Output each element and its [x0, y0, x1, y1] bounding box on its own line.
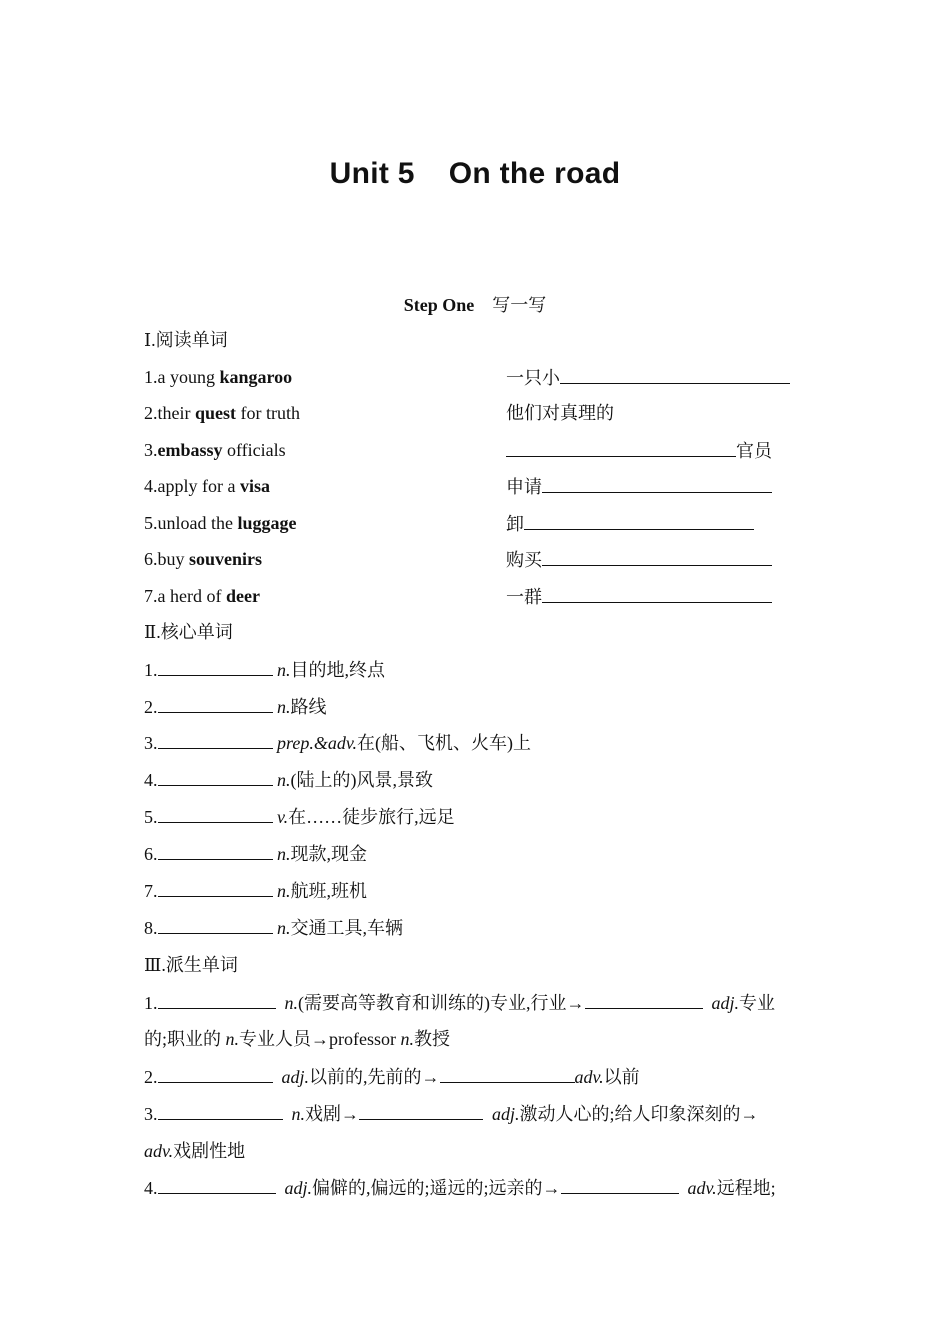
- s1-item-7-cn: 一群: [506, 584, 772, 609]
- s2-item-3: 3. prep.&adv.在(船、飞机、火车)上: [144, 730, 531, 755]
- section1-heading: Ⅰ.阅读单词: [144, 330, 228, 350]
- s1-item-1-cn: 一只小: [506, 365, 790, 390]
- s2-item-6: 6. n.现款,现金: [144, 841, 367, 866]
- answer-blank[interactable]: [158, 878, 273, 897]
- answer-blank[interactable]: [561, 1175, 679, 1194]
- answer-blank[interactable]: [524, 511, 754, 530]
- unit-label: Unit 5: [329, 157, 415, 190]
- s2-item-2: 2. n.路线: [144, 694, 327, 719]
- s1-item-2: 2.their quest for truth: [144, 403, 300, 423]
- answer-blank[interactable]: [158, 915, 273, 934]
- section2-heading: Ⅱ.核心单词: [144, 622, 233, 642]
- s1-item-6: 6.buy souvenirs: [144, 549, 263, 569]
- s3-item-3-cont: adv.戏剧性地: [144, 1141, 246, 1161]
- answer-blank[interactable]: [585, 990, 703, 1009]
- step-cn: 写一写: [492, 295, 547, 315]
- s1-item-5: 5.unload the luggage: [144, 513, 297, 533]
- answer-blank[interactable]: [158, 730, 273, 749]
- answer-blank[interactable]: [560, 365, 790, 384]
- answer-blank[interactable]: [158, 767, 273, 786]
- page-title: [0, 157, 950, 191]
- s1-item-4-cn: 申请: [506, 474, 772, 499]
- s3-item-2: 2. adj.以前的,先前的→ adv.以前: [144, 1064, 640, 1089]
- s2-item-1: 1. n.目的地,终点: [144, 657, 385, 682]
- s1-item-5-cn: 卸: [506, 511, 754, 536]
- answer-blank[interactable]: [542, 547, 772, 566]
- s1-item-3-cn: 官员: [506, 438, 772, 463]
- s2-item-7: 7. n.航班,班机: [144, 878, 367, 903]
- answer-blank[interactable]: [158, 1175, 276, 1194]
- s1-item-7: 7.a herd of deer: [144, 586, 260, 606]
- answer-blank[interactable]: [542, 584, 772, 603]
- section3-heading: Ⅲ.派生单词: [144, 955, 238, 975]
- step-heading: [0, 291, 950, 317]
- s1-item-6-cn: 购买: [506, 547, 772, 572]
- s2-item-8: 8. n.交通工具,车辆: [144, 915, 403, 940]
- s3-item-3: 3. n.戏剧→ adj.激动人心的;给人印象深刻的→: [144, 1101, 759, 1126]
- answer-blank[interactable]: [158, 694, 273, 713]
- answer-blank[interactable]: [359, 1101, 483, 1120]
- answer-blank[interactable]: [158, 841, 273, 860]
- answer-blank[interactable]: [158, 990, 276, 1009]
- s1-item-2-cn: 他们对真理的: [506, 403, 614, 423]
- s3-item-4: 4. adj.偏僻的,偏远的;遥远的;远亲的→ adv.远程地;: [144, 1175, 776, 1200]
- answer-blank[interactable]: [158, 657, 273, 676]
- answer-blank[interactable]: [542, 474, 772, 493]
- s1-item-4: 4.apply for a visa: [144, 476, 270, 496]
- s3-item-1: 1. n.(需要高等教育和训练的)专业,行业→ adj.专业: [144, 990, 775, 1015]
- s2-item-4: 4. n.(陆上的)风景,景致: [144, 767, 433, 792]
- answer-blank[interactable]: [440, 1064, 575, 1083]
- answer-blank[interactable]: [158, 1064, 273, 1083]
- s3-item-1-cont: 的;职业的 n.专业人员→professor n.教授: [144, 1029, 450, 1049]
- answer-blank[interactable]: [158, 1101, 283, 1120]
- answer-blank[interactable]: [506, 438, 736, 457]
- s2-item-5: 5. v.在……徒步旅行,远足: [144, 804, 455, 829]
- s1-item-1: 1.a young kangaroo: [144, 367, 293, 387]
- unit-name: On the road: [448, 157, 621, 190]
- answer-blank[interactable]: [158, 804, 273, 823]
- step-en: Step One: [403, 295, 475, 315]
- s1-item-3: 3.embassy officials: [144, 440, 286, 460]
